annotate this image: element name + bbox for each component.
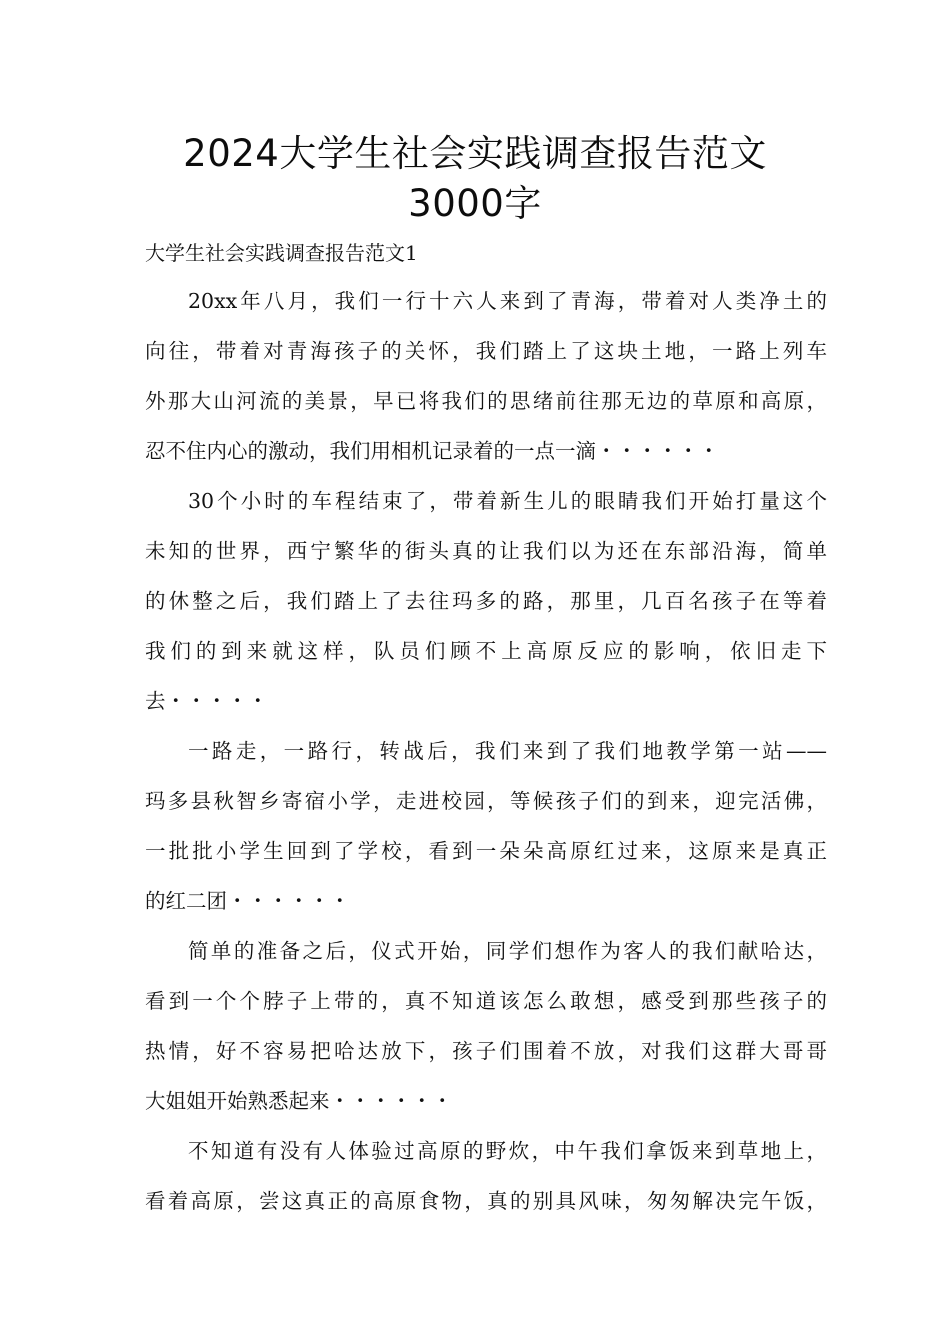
paragraph-line: 30个小时的车程结束了，带着新生儿的眼睛我们开始打量这个 xyxy=(188,489,827,513)
paragraph-line: 外那大山河流的美景，早已将我们的思绪前往那无边的草原和高原， xyxy=(145,389,827,413)
paragraph-line: 一路走，一路行，转战后，我们来到了我们地教学第一站—— xyxy=(188,739,827,763)
paragraph-line: 热情，好不容易把哈达放下，孩子们围着不放，对我们这群大哥哥 xyxy=(145,1039,827,1063)
paragraph-line: 不知道有没有人体验过高原的野炊，中午我们拿饭来到草地上， xyxy=(188,1139,827,1163)
paragraph-line: 的红二团・・・・・・ xyxy=(145,889,350,913)
paragraph-line: 看到一个个脖子上带的，真不知道该怎么敢想，感受到那些孩子的 xyxy=(145,989,827,1013)
paragraph-line: 简单的准备之后，仪式开始，同学们想作为客人的我们献哈达， xyxy=(188,939,827,963)
paragraph-line: 玛多县秋智乡寄宿小学，走进校园，等候孩子们的到来，迎完活佛， xyxy=(145,789,827,813)
paragraph-line: 大姐姐开始熟悉起来・・・・・・ xyxy=(145,1089,453,1113)
paragraph-line: 忍不住内心的激动，我们用相机记录着的一点一滴・・・・・・ xyxy=(145,439,719,463)
paragraph-line: 20xx年八月，我们一行十六人来到了青海，带着对人类净土的 xyxy=(188,289,827,313)
paragraph-line: 的休整之后，我们踏上了去往玛多的路，那里，几百名孩子在等着 xyxy=(145,589,827,613)
paragraph-line: 一批批小学生回到了学校，看到一朵朵高原红过来，这原来是真正 xyxy=(145,839,827,863)
paragraph-line: 未知的世界，西宁繁华的街头真的让我们以为还在东部沿海，简单 xyxy=(145,539,827,563)
paragraph-line: 去・・・・・ xyxy=(145,689,268,713)
paragraph-line: 向往，带着对青海孩子的关怀，我们踏上了这块土地，一路上列车 xyxy=(145,339,827,363)
document-title-line-2: 3000字 xyxy=(408,182,542,225)
document-title-line-1: 2024大学生社会实践调查报告范文 xyxy=(183,132,767,175)
paragraph-line: 我们的到来就这样，队员们顾不上高原反应的影响，依旧走下 xyxy=(145,639,827,663)
paragraph-line: 看着高原，尝这真正的高原食物，真的别具风味，匆匆解决完午饭， xyxy=(145,1189,827,1213)
section-heading: 大学生社会实践调查报告范文1 xyxy=(145,241,418,265)
